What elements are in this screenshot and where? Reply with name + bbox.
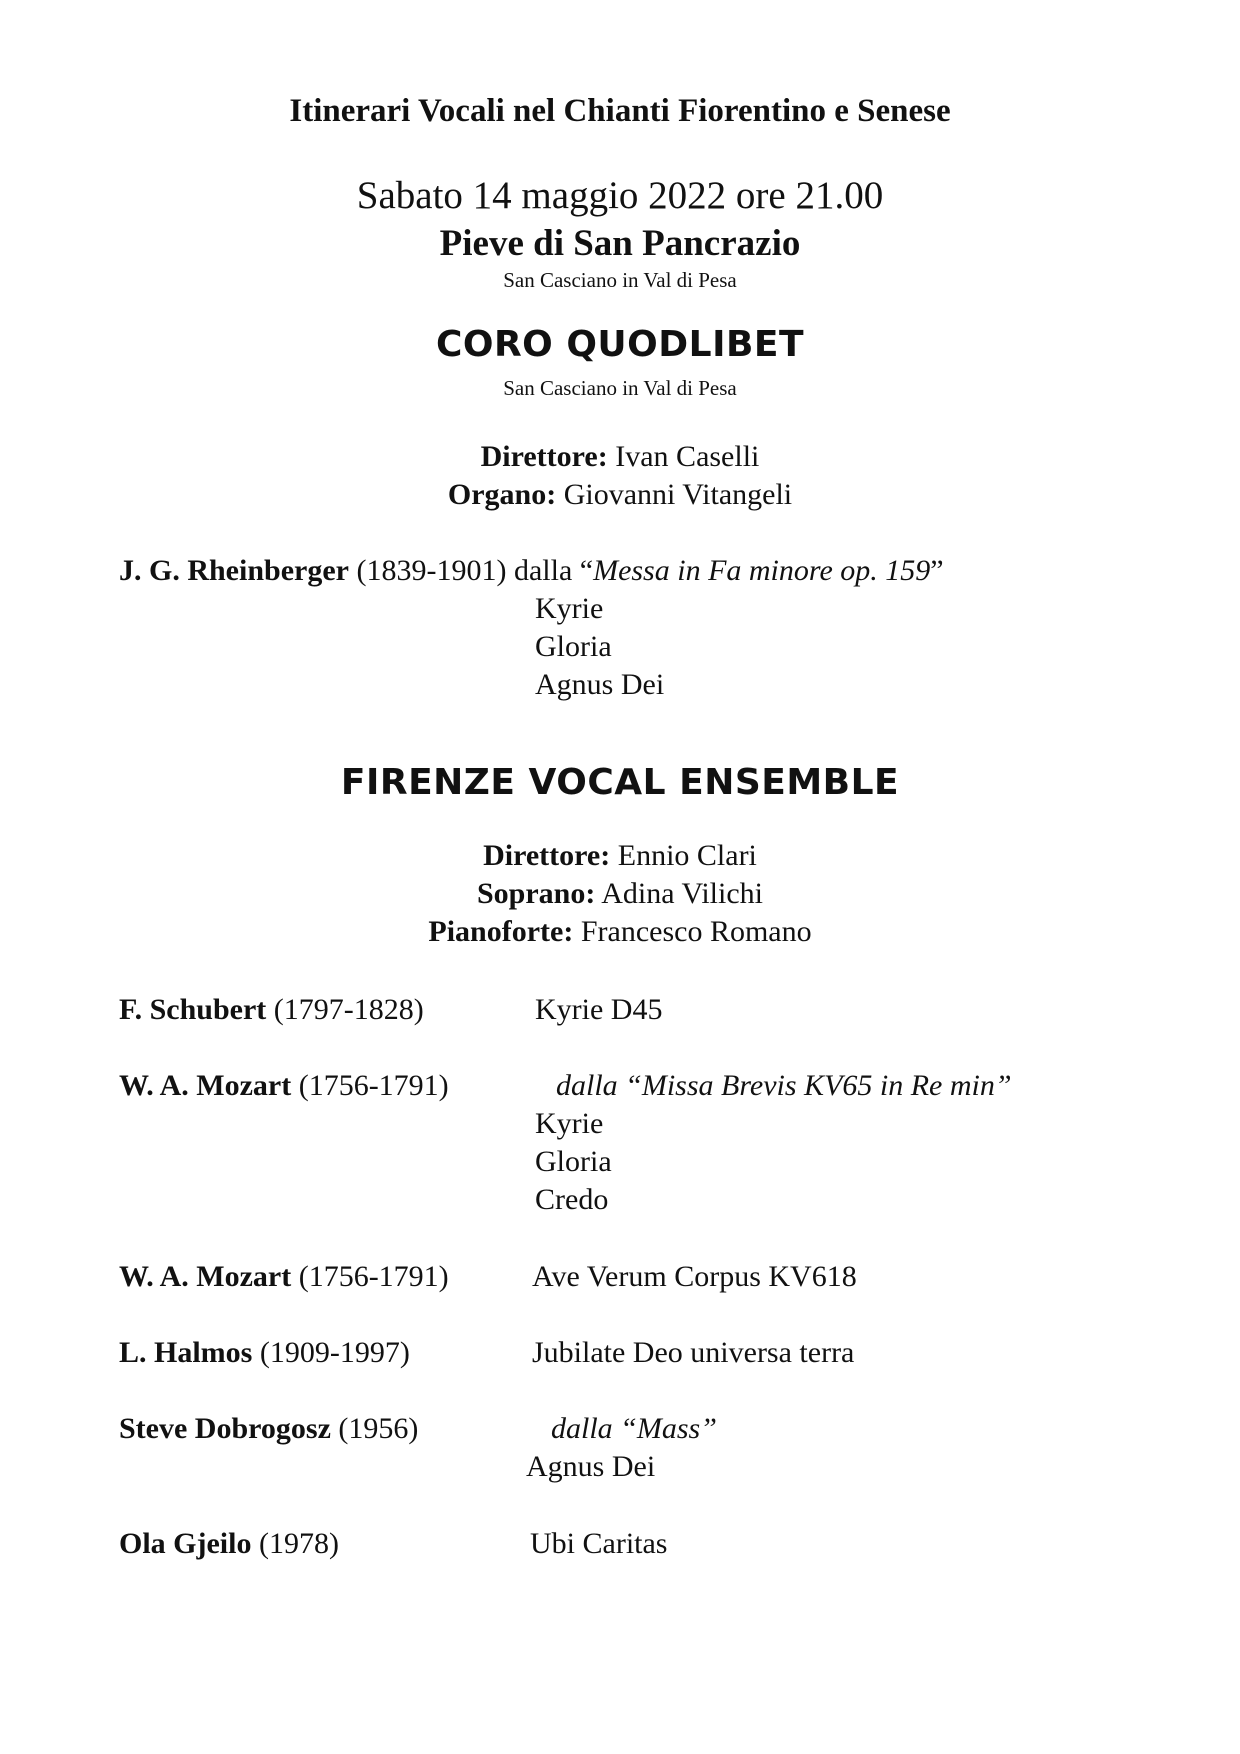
composer-years: (1956) (338, 1412, 419, 1445)
program-item (119, 995, 424, 1025)
composer-name: W. A. Mozart (119, 1260, 292, 1293)
movement: Kyrie (535, 1107, 604, 1140)
movement: Agnus Dei (535, 668, 665, 701)
choir-name-firenze-vocal-ensemble: FIRENZE VOCAL ENSEMBLE (340, 762, 900, 803)
credit-line (0, 879, 1240, 909)
composer-name: F. Schubert (119, 993, 267, 1026)
credit-role: Direttore: (483, 839, 611, 872)
credit-line (0, 841, 1240, 871)
credit-line (0, 917, 1240, 947)
movement: Kyrie (535, 592, 604, 625)
credit-line (0, 480, 1240, 510)
composer-years: (1978) (258, 1527, 339, 1560)
composer-years: (1909-1997) (259, 1336, 410, 1369)
credit-person: Francesco Romano (580, 915, 812, 948)
composer-name: L. Halmos (119, 1336, 253, 1369)
credit-person: Adina Vilichi (601, 877, 763, 910)
composer-name: W. A. Mozart (119, 1069, 292, 1102)
program-item (119, 1071, 449, 1101)
program-item (119, 556, 944, 586)
program-item (119, 1262, 449, 1292)
composer-name: J. G. Rheinberger (119, 554, 349, 587)
venue-location: San Casciano in Val di Pesa (503, 268, 737, 292)
composer-years: (1756-1791) (298, 1069, 449, 1102)
credit-role: Soprano: (476, 877, 596, 910)
composer-years: (1756-1791) (298, 1260, 449, 1293)
venue-name: Pieve di San Pancrazio (439, 223, 801, 264)
credit-role: Organo: (447, 478, 557, 511)
choir-location: San Casciano in Val di Pesa (503, 376, 737, 400)
movement: Gloria (535, 1145, 612, 1178)
composer-years: (1797-1828) (273, 993, 424, 1026)
composer-name: Steve Dobrogosz (119, 1412, 331, 1445)
composer-name: Ola Gjeilo (119, 1527, 252, 1560)
movement: Credo (535, 1183, 609, 1216)
credit-role: Direttore: (480, 440, 608, 473)
credit-person: Giovanni Vitangeli (563, 478, 793, 511)
choir-name-coro-quodlibet: CORO QUODLIBET (435, 324, 805, 365)
work-title: Messa in Fa minore op. 159 (593, 554, 931, 587)
program-item (119, 1529, 339, 1559)
credit-line (0, 442, 1240, 472)
credit-role: Pianoforte: (428, 915, 574, 948)
work-intro: dalla “ (513, 554, 594, 587)
concert-series-title: Itinerari Vocali nel Chianti Fiorentino e Senese (289, 93, 951, 129)
program-item (119, 1338, 410, 1368)
program-item (119, 1414, 418, 1444)
work-title: dalla “Mass” (551, 1412, 717, 1445)
movement: Agnus Dei (526, 1450, 656, 1483)
concert-date: Sabato 14 maggio 2022 ore 21.00 (356, 174, 884, 217)
credit-person: Ennio Clari (617, 839, 757, 872)
work-title: Kyrie D45 (535, 993, 663, 1026)
work-close: ” (930, 554, 944, 587)
work-title: dalla “Missa Brevis KV65 in Re min” (556, 1069, 1012, 1102)
credit-person: Ivan Caselli (615, 440, 760, 473)
movement: Gloria (535, 630, 612, 663)
composer-years: (1839-1901) (356, 554, 507, 587)
work-title: Ave Verum Corpus KV618 (532, 1260, 857, 1293)
work-title: Ubi Caritas (530, 1527, 668, 1560)
work-title: Jubilate Deo universa terra (532, 1336, 855, 1369)
